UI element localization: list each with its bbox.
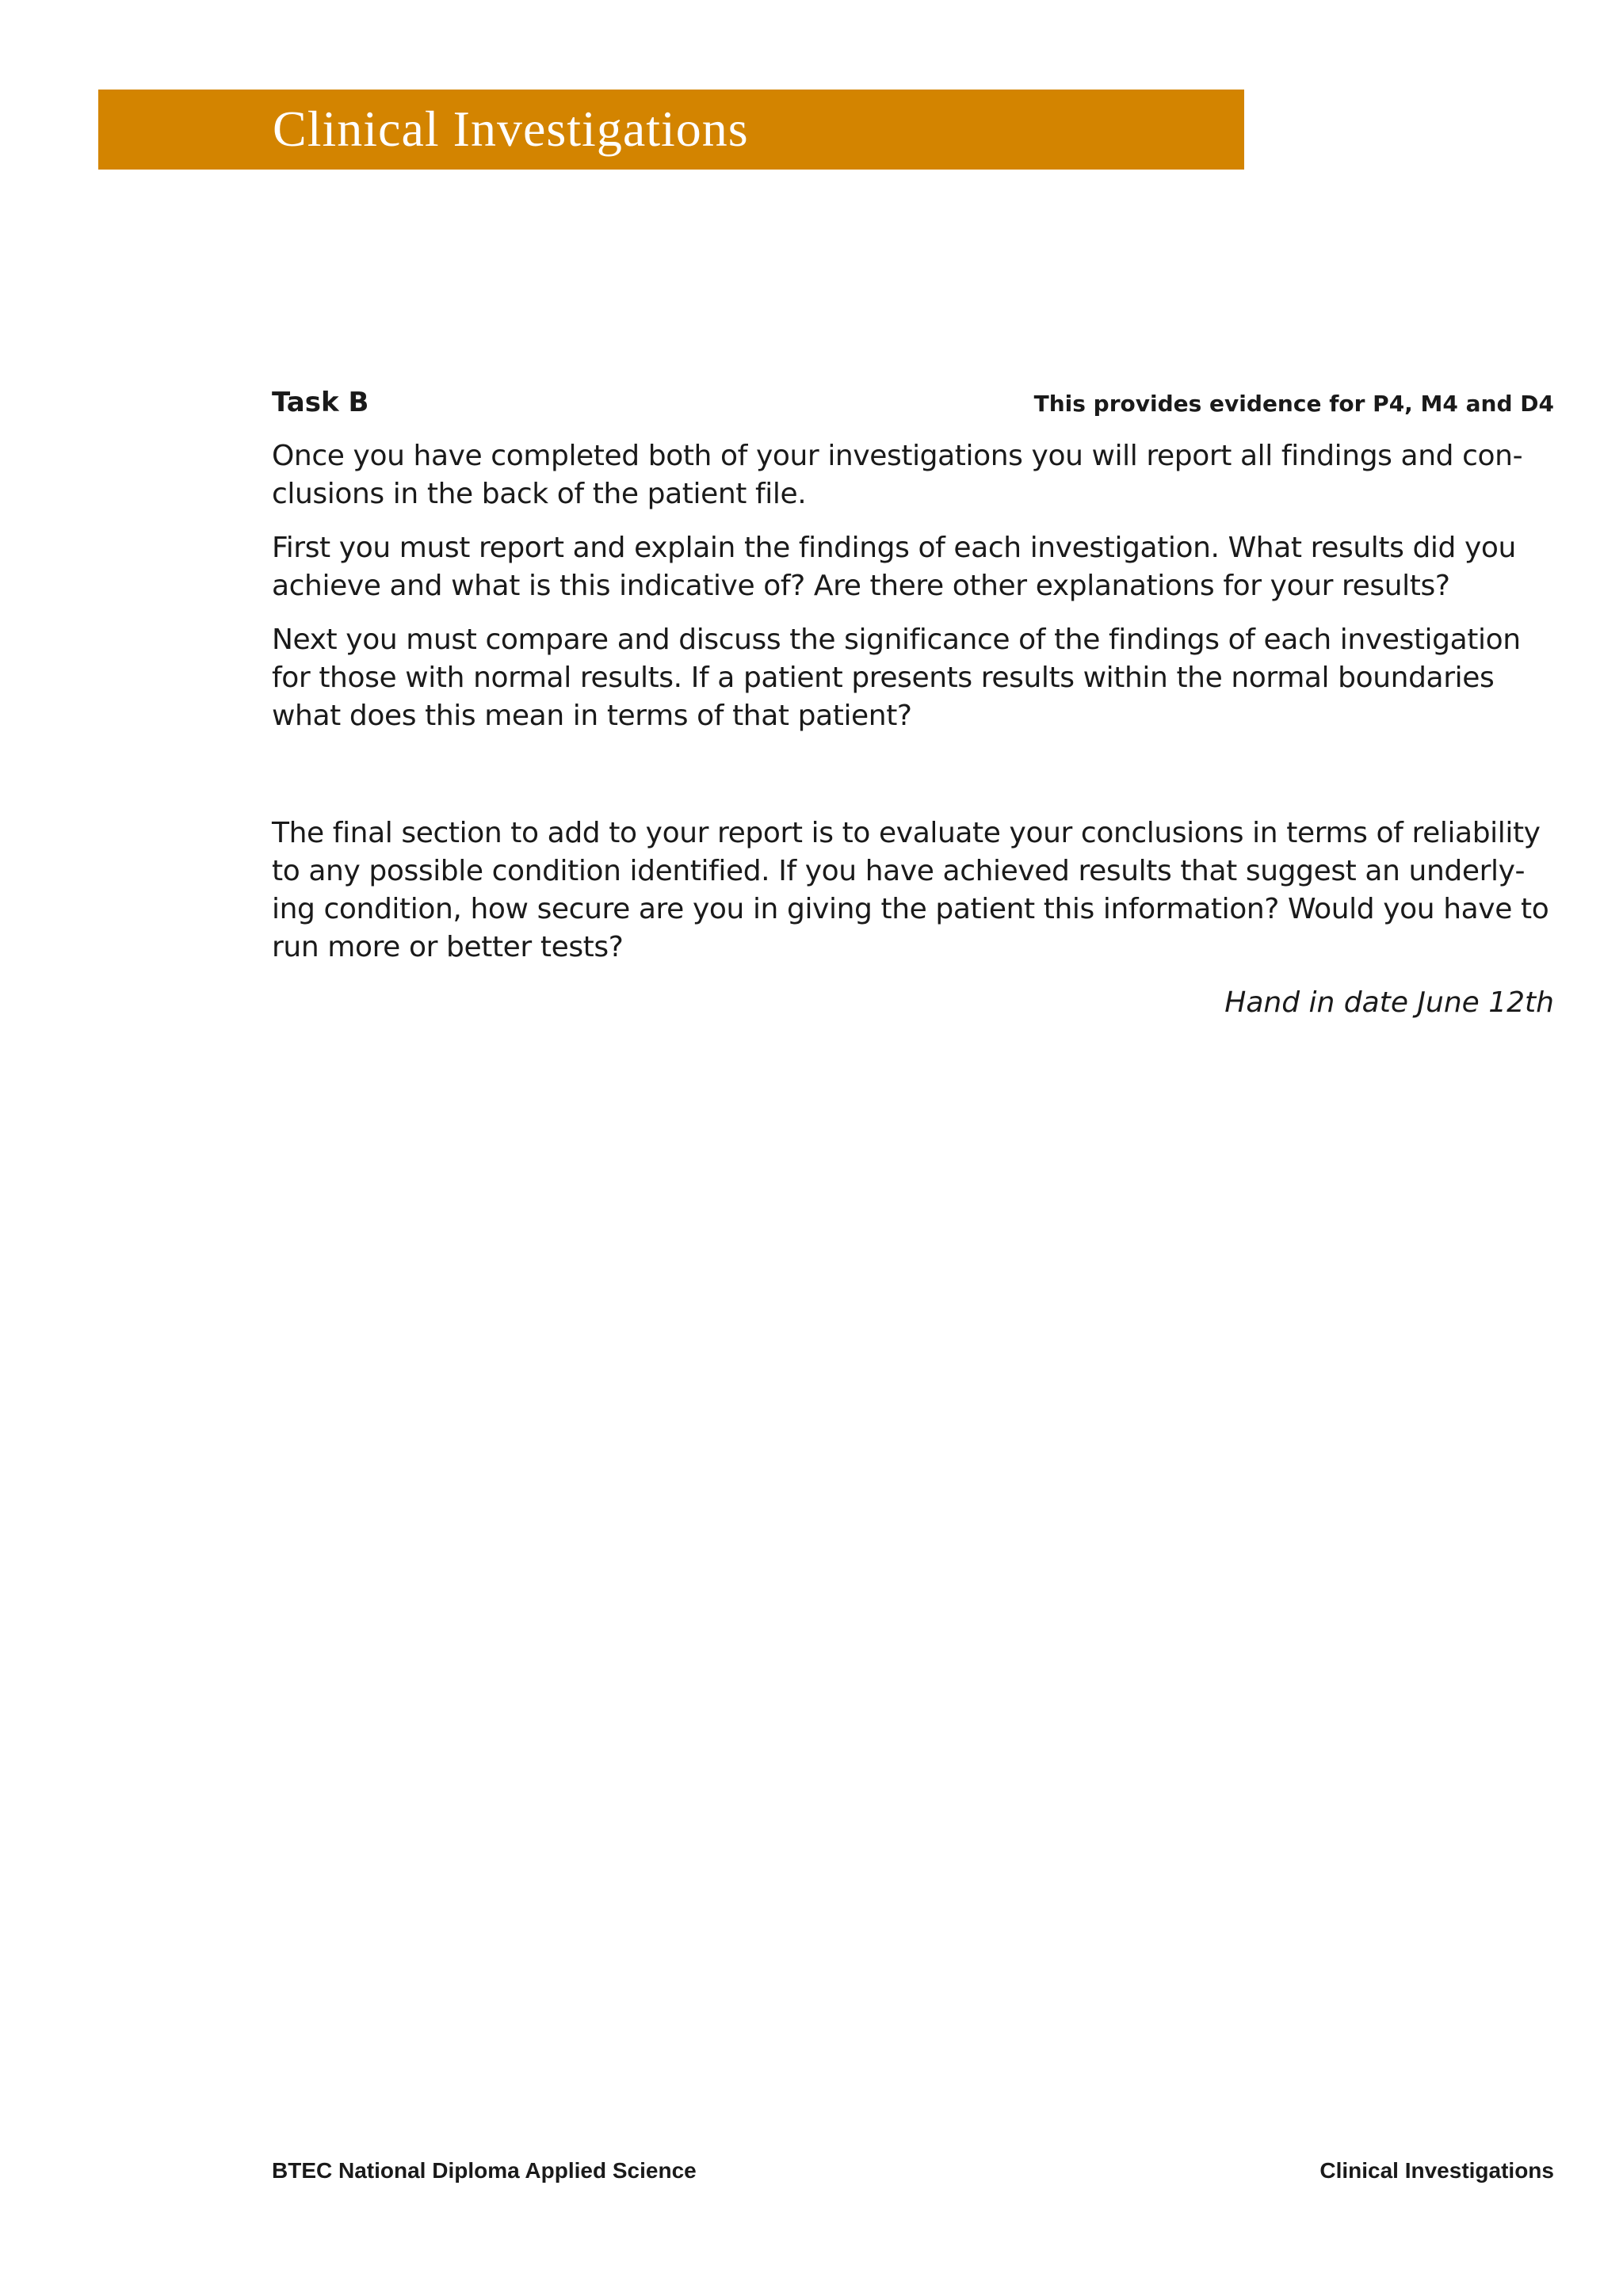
evidence-note: This provides evidence for P4, M4 and D4	[1033, 391, 1554, 417]
task-header	[272, 387, 1554, 431]
paragraph-evaluate-conclusions: The final section to add to your report is to evaluate your conclusions in terms of reliability to any possible condition identified. If you have achieved results that suggest an underlying condition, how secure are you in giving the patient this information? Would you have to run more or better tests?	[272, 817, 1549, 963]
footer-unit-name: Clinical Investigations	[1319, 2158, 1554, 2183]
page-footer	[272, 2158, 1554, 2183]
task-section	[272, 387, 1554, 1022]
paragraph-compare-findings: Next you must compare and discuss the significance of the findings of each investigation for those with normal results. If a patient presents results within the normal boundaries what does this mean in terms of that patient?	[272, 624, 1521, 732]
paragraph-report-findings: Once you have completed both of your investigations you will report all findings and conclusions in the back of the patient file.	[272, 440, 1523, 510]
title-banner	[98, 90, 1244, 170]
hand-in-date: Hand in date June 12th	[1224, 986, 1554, 1019]
page-title: Clinical Investigations	[273, 101, 749, 157]
paragraph-explain-findings: First you must report and explain the findings of each investigation. What results did you achieve and what is this indicative of? Are there other explanations for your results?	[272, 532, 1516, 602]
task-label: Task B	[272, 387, 369, 418]
footer-course-name: BTEC National Diploma Applied Science	[272, 2158, 697, 2183]
